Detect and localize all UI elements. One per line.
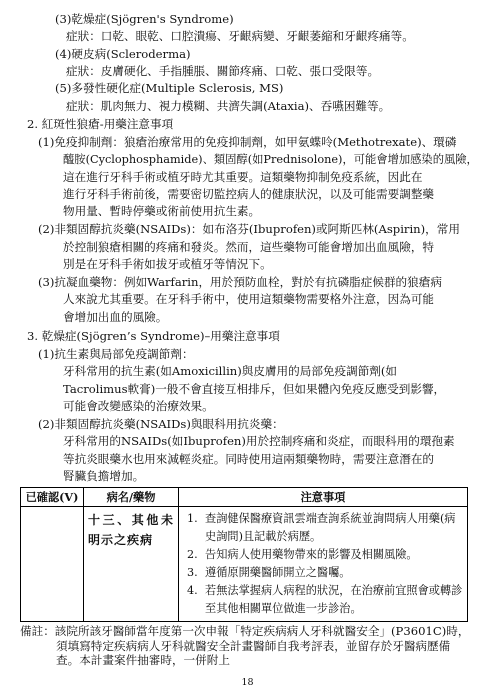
header-confirmed: 已確認(V) [21,488,84,507]
paragraph-line: 這在進行牙科手術或植牙時尤其重要。這類藥物抑制免疫系統，因此在 [63,169,423,184]
paragraph-line: 物用量、暫時停藥或術前使用抗生素。 [63,204,261,219]
precaution-list-cell [179,507,468,622]
paragraph-line: 牙科常用的抗生素(如Amoxicillin)與皮膚用的局部免疫調節劑(如 [63,364,398,379]
footnote-line: 須填寫特定疾病病人牙科就醫安全計畫醫師自我考評表，並留存於牙醫病歷備 [56,638,451,653]
paragraph-line: 會增加出血的風險。 [63,309,168,324]
section-heading: 2. 紅斑性狼瘡-用藥注意事項 [27,116,174,131]
category-label: 十三、其他未明示之疾病 [88,513,174,547]
paragraph-line: (2)非類固醇抗炎藥(NSAIDs)與眼科用抗炎藥： [38,417,284,432]
page-number: 18 [241,677,254,688]
precaution-list [183,510,463,618]
paragraph-line: 於控制狼瘡相關的疼痛和發炎。然而，這些藥物可能會增加出血風險，特 [63,239,435,254]
paragraph-line: 腎臟負擔增加。 [63,469,145,483]
paragraph-line: (3)抗凝血藥物：例如Warfarin，用於預防血栓，對於有抗磷脂症候群的狼瘡病 [38,275,442,290]
list-item: 4. 若無法掌握病人病程的狀況，在治療前宜照會或轉診至其他相關單位做進一步診治。 [187,584,463,615]
list-item: 1. 查詢健保醫療資訊雲端查詢系統並詢問病人用藥(病史詢問)且記載於病歷。 [187,512,456,543]
paragraph-line: (1)免疫抑制劑：狼瘡治療常用的免疫抑制劑，如甲氨蝶呤(Methotrexate)、環磷 [38,134,457,149]
paragraph-line: 別是在牙科手術如拔牙或植牙等情況下。 [63,256,272,271]
paragraph-line: 牙科常用的NSAIDs(如Ibuprofen)用於控制疼痛和炎症，而眼科用的環孢素 [63,434,455,449]
symptom-line: 症狀：皮膚硬化、手指腫脹、關節疼痛、口乾、張口受限等。 [66,63,380,78]
paragraph-line: Tacrolimus軟膏)一般不會直接互相排斥，但如果體內免疫反應受到影響， [63,381,446,396]
paragraph-line: 人來說尤其重要。在牙科手術中，使用這類藥物需要格外注意，因為可能 [63,292,435,307]
paragraph-line: 可能會改變感染的治療效果。 [63,398,214,413]
paragraph-line: 醯胺(Cyclophosphamide)、類固醇(如Prednisolone)，可能會增加感染的風險， [63,153,478,167]
symptom-line: 症狀：肌肉無力、視力模糊、共濟失調(Ataxia)、吞嚥困難等。 [66,98,391,113]
footnote [20,624,470,668]
section-item-heading: (3)乾燥症(Sjögren's Syndrome) [55,12,234,26]
confirm-checkbox-cell[interactable] [21,507,84,622]
footnote-line: 查。本計畫案件抽審時，一併附上 [56,653,230,668]
header-disease-drug: 病名/藥物 [84,488,179,507]
table-row [21,507,468,622]
header-precautions: 注意事項 [179,488,468,507]
paragraph-line: 等抗炎眼藥水也用來減輕炎症。同時使用這兩類藥物時，需要注意潛在的 [63,451,435,466]
list-item: 3. 遵循原開藥醫師開立之醫囑。 [187,566,351,579]
symptom-line: 症狀：口乾、眼乾、口腔潰瘍、牙齦病變、牙齦萎縮和牙齦疼痛等。 [66,29,414,44]
precaution-table [20,487,468,622]
paragraph-line: 進行牙科手術前後，需要密切監控病人的健康狀況，以及可能需要調整藥 [63,186,435,201]
footnote-line: 備註：該院所該牙醫師當年度第一次申報「特定疾病病人牙科就醫安全」(P3601C)時， [20,624,470,638]
paragraph-line: (1)抗生素與局部免疫調節劑： [38,347,194,361]
paragraph-line: (2)非類固醇抗炎藥(NSAIDs)：如布洛芬(Ibuprofen)或阿斯匹林(Aspirin)，常用 [38,222,460,237]
section-item-heading: (4)硬皮病(Scleroderma) [55,46,191,61]
table-header-row [21,488,468,507]
section-heading: 3. 乾燥症(Sjögren’s Syndrome)–用藥注意事項 [27,328,280,343]
list-item: 2. 告知病人使用藥物帶來的影響及相關風險。 [187,548,418,561]
category-cell [84,507,179,622]
section-item-heading: (5)多發性硬化症(Multiple Sclerosis, MS) [55,81,284,96]
